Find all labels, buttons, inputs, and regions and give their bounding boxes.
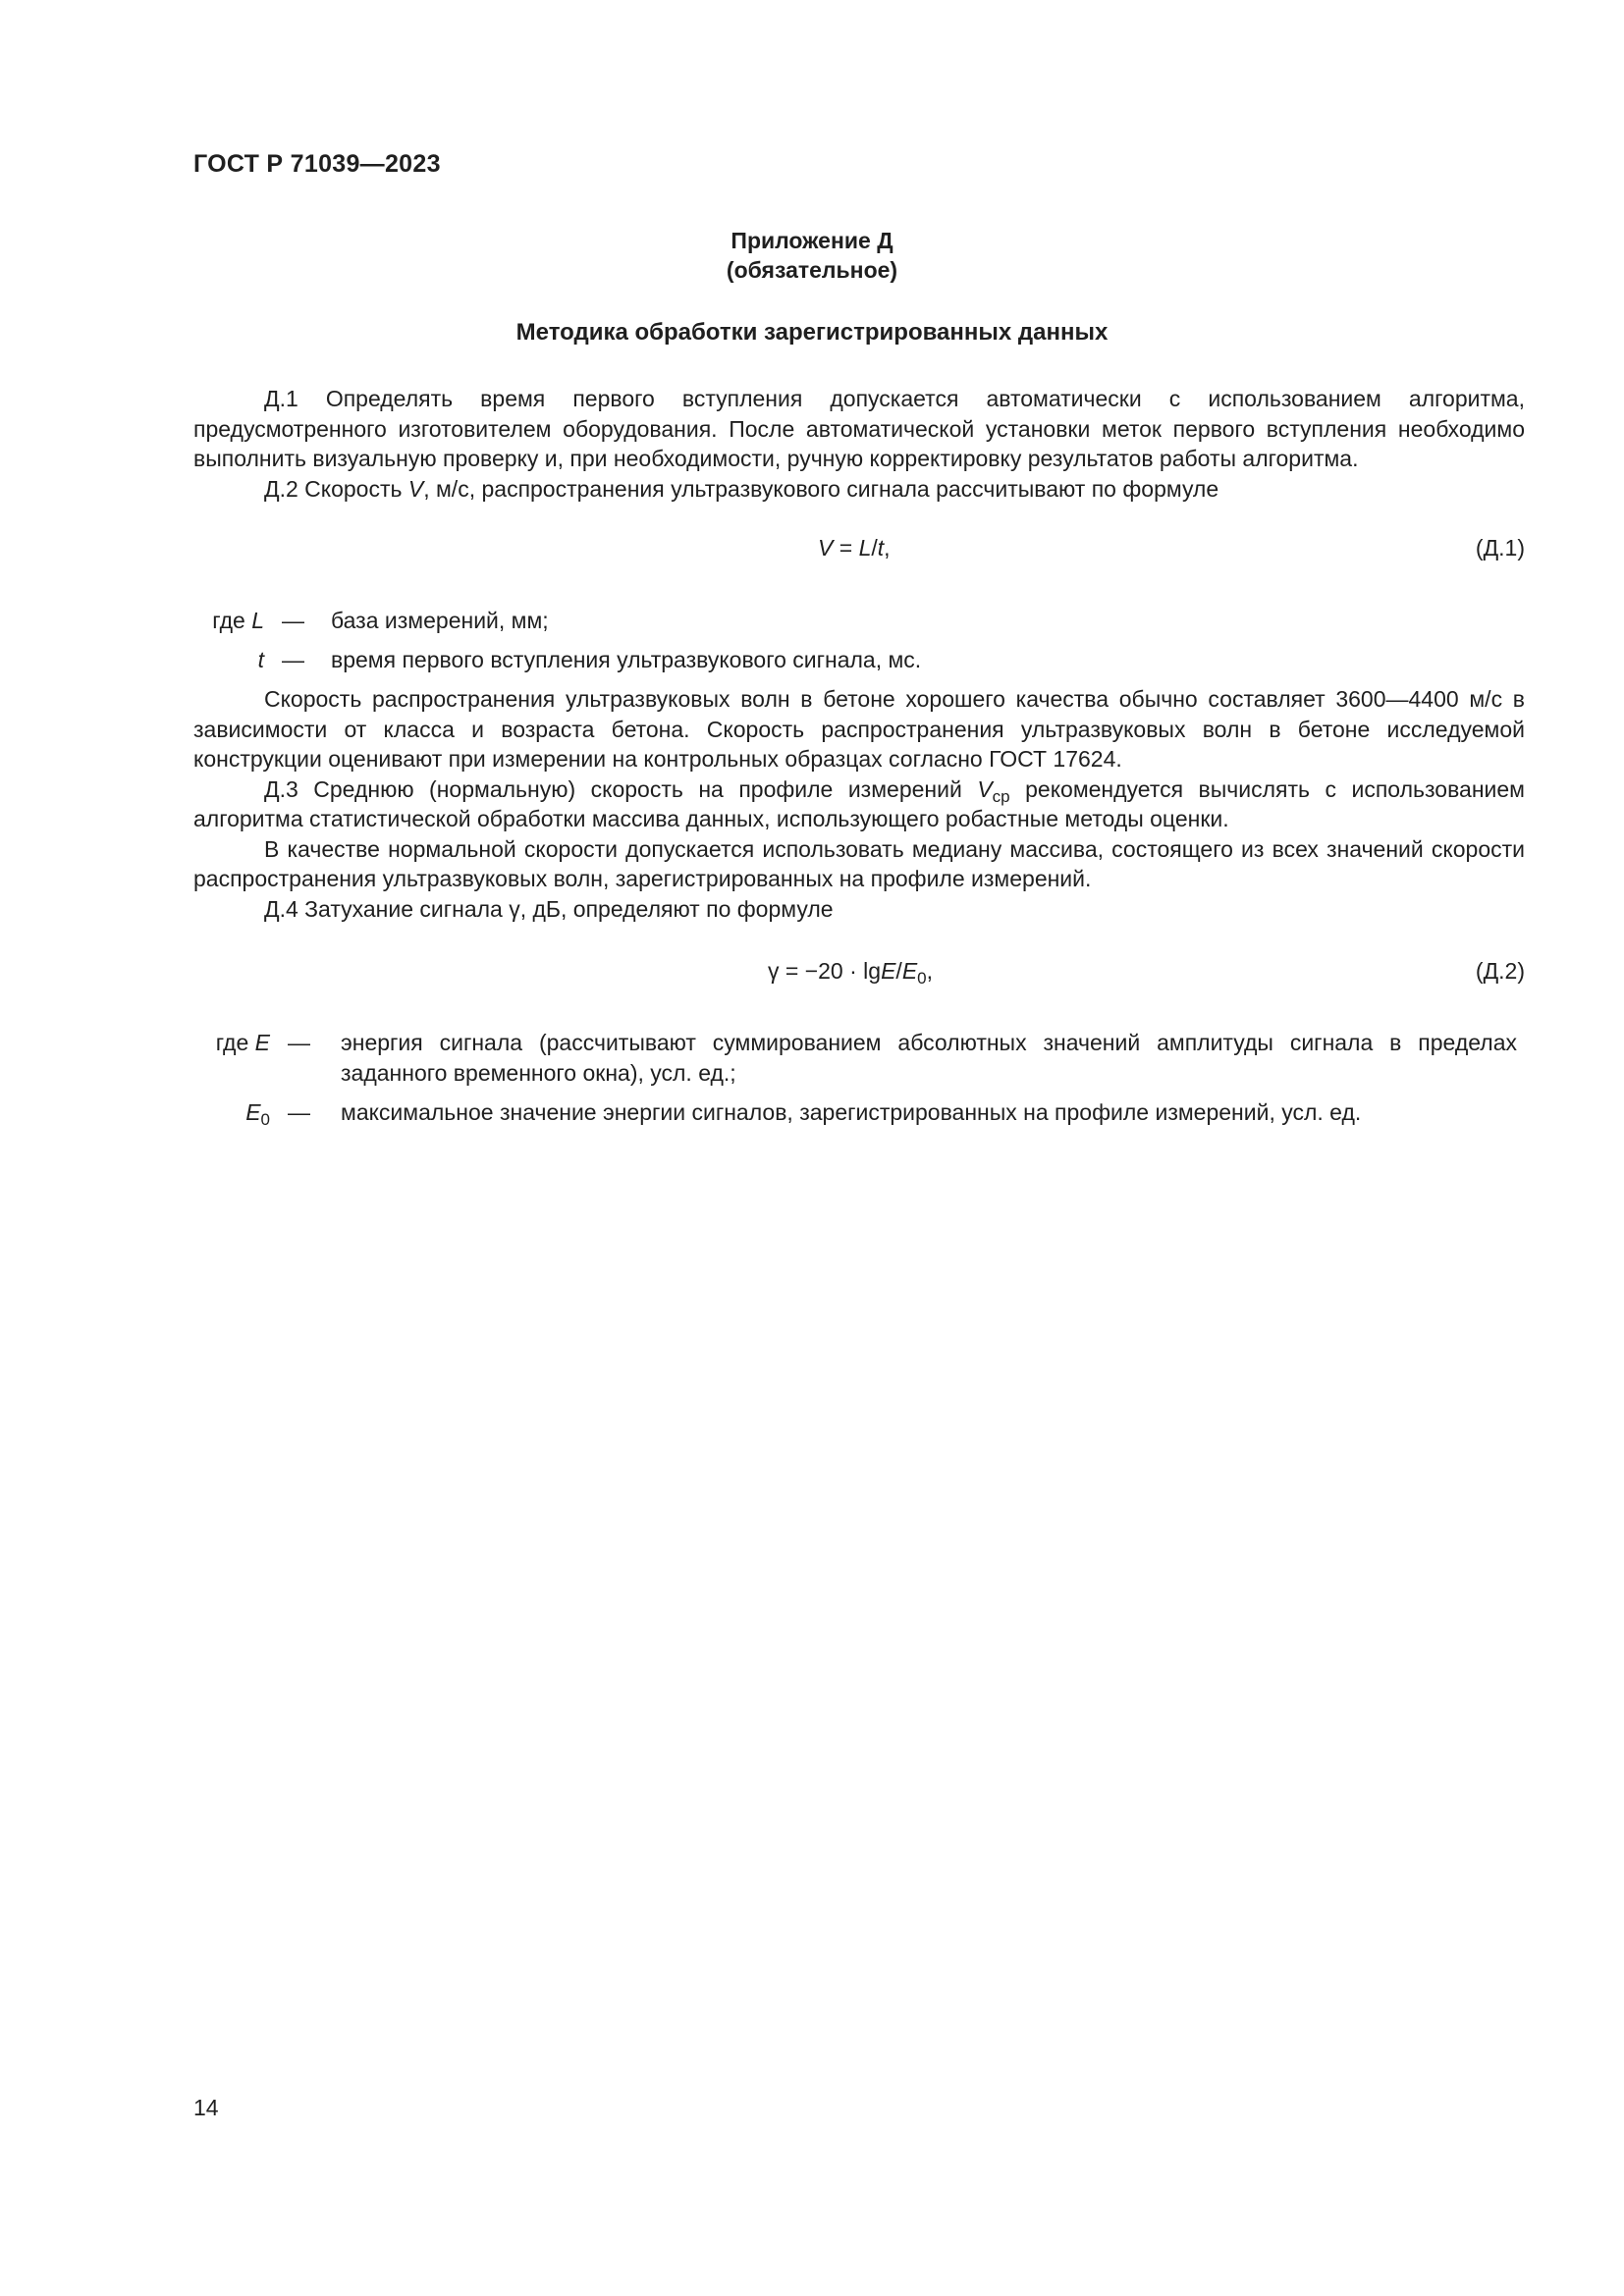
formula-d1-number: (Д.1) <box>1475 535 1525 561</box>
definition-symbol: где E <box>215 1030 270 1055</box>
appendix-title: Приложение Д <box>731 228 893 253</box>
definition-dash: — <box>288 1099 310 1125</box>
definition-symbol: t <box>257 647 264 672</box>
d3-subscript: ср <box>992 786 1010 806</box>
definition-dash: — <box>288 1030 310 1055</box>
d4-text-a: Д.4 Затухание сигнала <box>264 895 510 922</box>
section-title: Методика обработки зарегистрированных данных <box>515 319 1109 346</box>
f2-slash: / <box>895 958 902 984</box>
f1-eq: = <box>833 535 859 561</box>
formula-d2 <box>768 958 934 988</box>
body-block-2 <box>193 684 1525 924</box>
f2-comma: , <box>926 958 934 984</box>
page-number: 14 <box>193 2095 219 2120</box>
paragraph-d2 <box>193 474 1525 505</box>
paragraph-median: В качестве нормальной скорости допускается использовать медиану массива, состоящего из всех значений скорости распространения ультразвуковых волн, зарегистрированных на профиле измерений. <box>193 835 1525 891</box>
f1-slash: / <box>871 535 878 561</box>
appendix-heading <box>0 226 1624 285</box>
paragraph-d3 <box>193 774 1525 834</box>
f2-e0: E <box>901 958 918 984</box>
definition-text: база измерений, мм; <box>331 608 549 633</box>
body-block-1 <box>193 384 1525 504</box>
d2-text-b: , м/с, распространения ультразвукового сигнала рассчитывают по формуле <box>423 475 1219 502</box>
f2-e0-sub: 0 <box>917 969 927 988</box>
paragraph-speed: Скорость распространения ультразвуковых волн в бетоне хорошего качества обычно составляет 3600—4400 м/с в зависимости от класса и возраста бетона. Скорость распространения ультразвуковых волн в бетоне исследуемой конструкции оценивают при измерении на контрольных образцах согласно ГОСТ 17624. <box>193 686 1525 772</box>
d4-symbol-gamma: γ <box>509 895 520 922</box>
definition-text: энергия сигнала (рассчитывают суммированием абсолютных значений амплитуды сигнала в пределах заданного временного окна), усл. ед.; <box>341 1030 1517 1086</box>
definition-text: время первого вступления ультразвукового сигнала, мс. <box>331 647 922 672</box>
d3-symbol-v: V <box>977 775 993 802</box>
d4-text-b: , дБ, определяют по формуле <box>519 895 834 922</box>
f1-t: t <box>877 535 885 561</box>
d3-text-a: Д.3 Среднюю (нормальную) скорость на профиле измерений <box>264 775 978 802</box>
document-header: ГОСТ Р 71039—2023 <box>193 150 441 178</box>
definition-dash: — <box>282 647 304 672</box>
formula-d2-number: (Д.2) <box>1475 958 1525 984</box>
f1-v: V <box>818 535 834 561</box>
d2-text-a: Д.2 Скорость <box>264 475 408 502</box>
f1-l: L <box>858 535 872 561</box>
f2-eq: = −20 · lg <box>779 958 882 984</box>
f2-e: E <box>881 958 896 984</box>
definition-dash: — <box>282 608 304 633</box>
definition-symbol: где L <box>212 608 264 633</box>
d2-symbol-v: V <box>407 475 424 502</box>
formula-d1 <box>818 535 891 561</box>
paragraph-d4 <box>193 894 1525 925</box>
definition-symbol: $E_0$ <box>245 1099 270 1129</box>
d3-text-b: рекомендуется вычислять с использованием алгоритма статистической обработки массива данных, использующего робастные методы оценки. <box>193 775 1525 831</box>
paragraph-d1: Д.1 Определять время первого вступления допускается автоматически с использованием алгоритма, предусмотренного изготовителем оборудования. После автоматической установки меток первого вступления необходимо выполнить визуальную проверку и, при необходимости, ручную корректировку результатов работы алгоритма. <box>193 386 1525 471</box>
appendix-status: (обязательное) <box>726 257 898 283</box>
definition-text: максимальное значение энергии сигналов, зарегистрированных на профиле измерений, усл. ед. <box>341 1099 1362 1125</box>
f1-comma: , <box>884 535 891 561</box>
f2-gamma: γ <box>768 958 780 984</box>
